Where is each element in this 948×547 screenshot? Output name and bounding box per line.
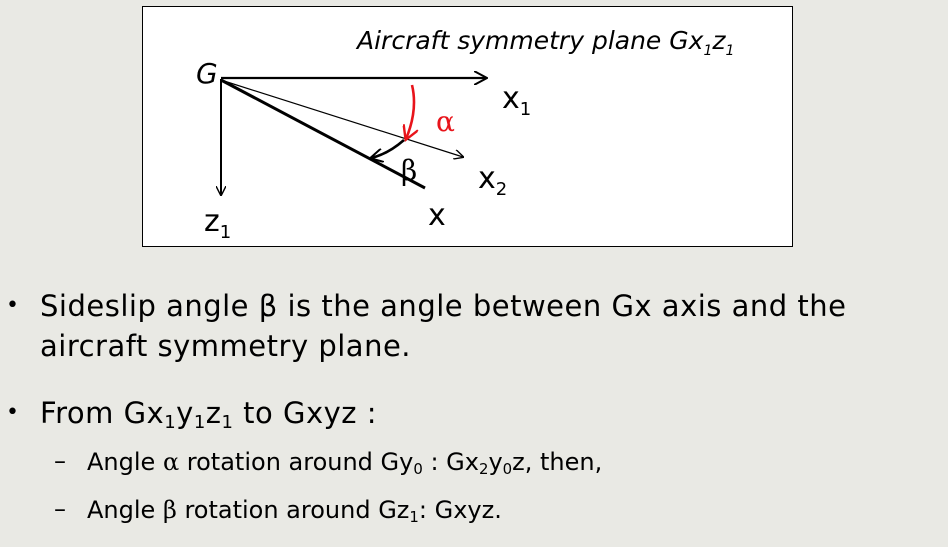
alpha-symbol: α bbox=[436, 105, 455, 138]
sub-alpha-prefix: Angle bbox=[87, 448, 163, 476]
caption-z: z bbox=[712, 26, 726, 55]
z1-label-sub: 1 bbox=[219, 222, 232, 243]
bullet-from-y: y bbox=[176, 396, 194, 430]
alpha-arc bbox=[406, 85, 414, 139]
bullet-from-suffix: to Gxyz : bbox=[233, 396, 377, 430]
bullet-from-sub2: 1 bbox=[193, 412, 206, 434]
sub-alpha-s2: 2 bbox=[478, 460, 489, 479]
sub-alpha-mid2: : Gx bbox=[422, 448, 479, 476]
x1-label-sub: 1 bbox=[519, 99, 532, 120]
bullet-from-prefix: From Gx bbox=[40, 396, 165, 430]
sub-alpha-s3: 0 bbox=[502, 460, 513, 479]
beta-arc bbox=[371, 140, 404, 158]
beta-symbol: β bbox=[401, 154, 418, 187]
sub-bullet-beta-text bbox=[87, 495, 502, 525]
bullet-from-text bbox=[40, 392, 377, 434]
x2-label-main: x bbox=[478, 161, 496, 196]
sub-beta-greek: β bbox=[162, 496, 177, 524]
bullet-from-sub1: 1 bbox=[164, 412, 177, 434]
bullet-marker: • bbox=[6, 293, 19, 318]
z1-label-main: z bbox=[204, 204, 220, 239]
sub-bullet-alpha-text bbox=[87, 447, 602, 477]
sub-alpha-mid3: y bbox=[488, 448, 503, 476]
origin-label: G bbox=[196, 57, 218, 90]
bullet-sideslip-line1: Sideslip angle β is the angle between Gx axis and the bbox=[40, 289, 847, 323]
sub-beta-s1: 1 bbox=[409, 508, 419, 527]
sub-alpha-s1: 0 bbox=[413, 460, 423, 479]
bullet-from-z: z bbox=[205, 396, 222, 430]
sub-alpha-suffix: z, then, bbox=[512, 448, 603, 476]
bullet-from-sub3: 1 bbox=[221, 412, 234, 434]
dash-marker: – bbox=[54, 447, 66, 475]
x-axis bbox=[221, 80, 425, 188]
sub-beta-prefix: Angle bbox=[87, 496, 163, 524]
x2-label-sub: 2 bbox=[495, 179, 508, 200]
caption-sub-2: 1 bbox=[725, 43, 735, 59]
z1-label bbox=[204, 204, 231, 243]
diagram-caption bbox=[355, 26, 734, 59]
x1-label bbox=[502, 81, 531, 120]
dash-marker: – bbox=[54, 495, 66, 523]
bullet-sideslip-line2: aircraft symmetry plane. bbox=[40, 329, 412, 363]
x2-label bbox=[478, 161, 507, 200]
sub-alpha-mid: rotation around Gy bbox=[179, 448, 414, 476]
bullet-marker: • bbox=[6, 400, 19, 425]
caption-text: Aircraft symmetry plane Gx bbox=[357, 26, 704, 55]
x1-label-main: x bbox=[502, 81, 520, 116]
sub-beta-mid: rotation around Gz bbox=[176, 496, 410, 524]
sub-beta-suffix: : Gxyz. bbox=[418, 496, 502, 524]
x-label: x bbox=[428, 198, 446, 233]
sub-alpha-greek: α bbox=[162, 448, 180, 476]
caption-sub-1: 1 bbox=[703, 43, 713, 59]
